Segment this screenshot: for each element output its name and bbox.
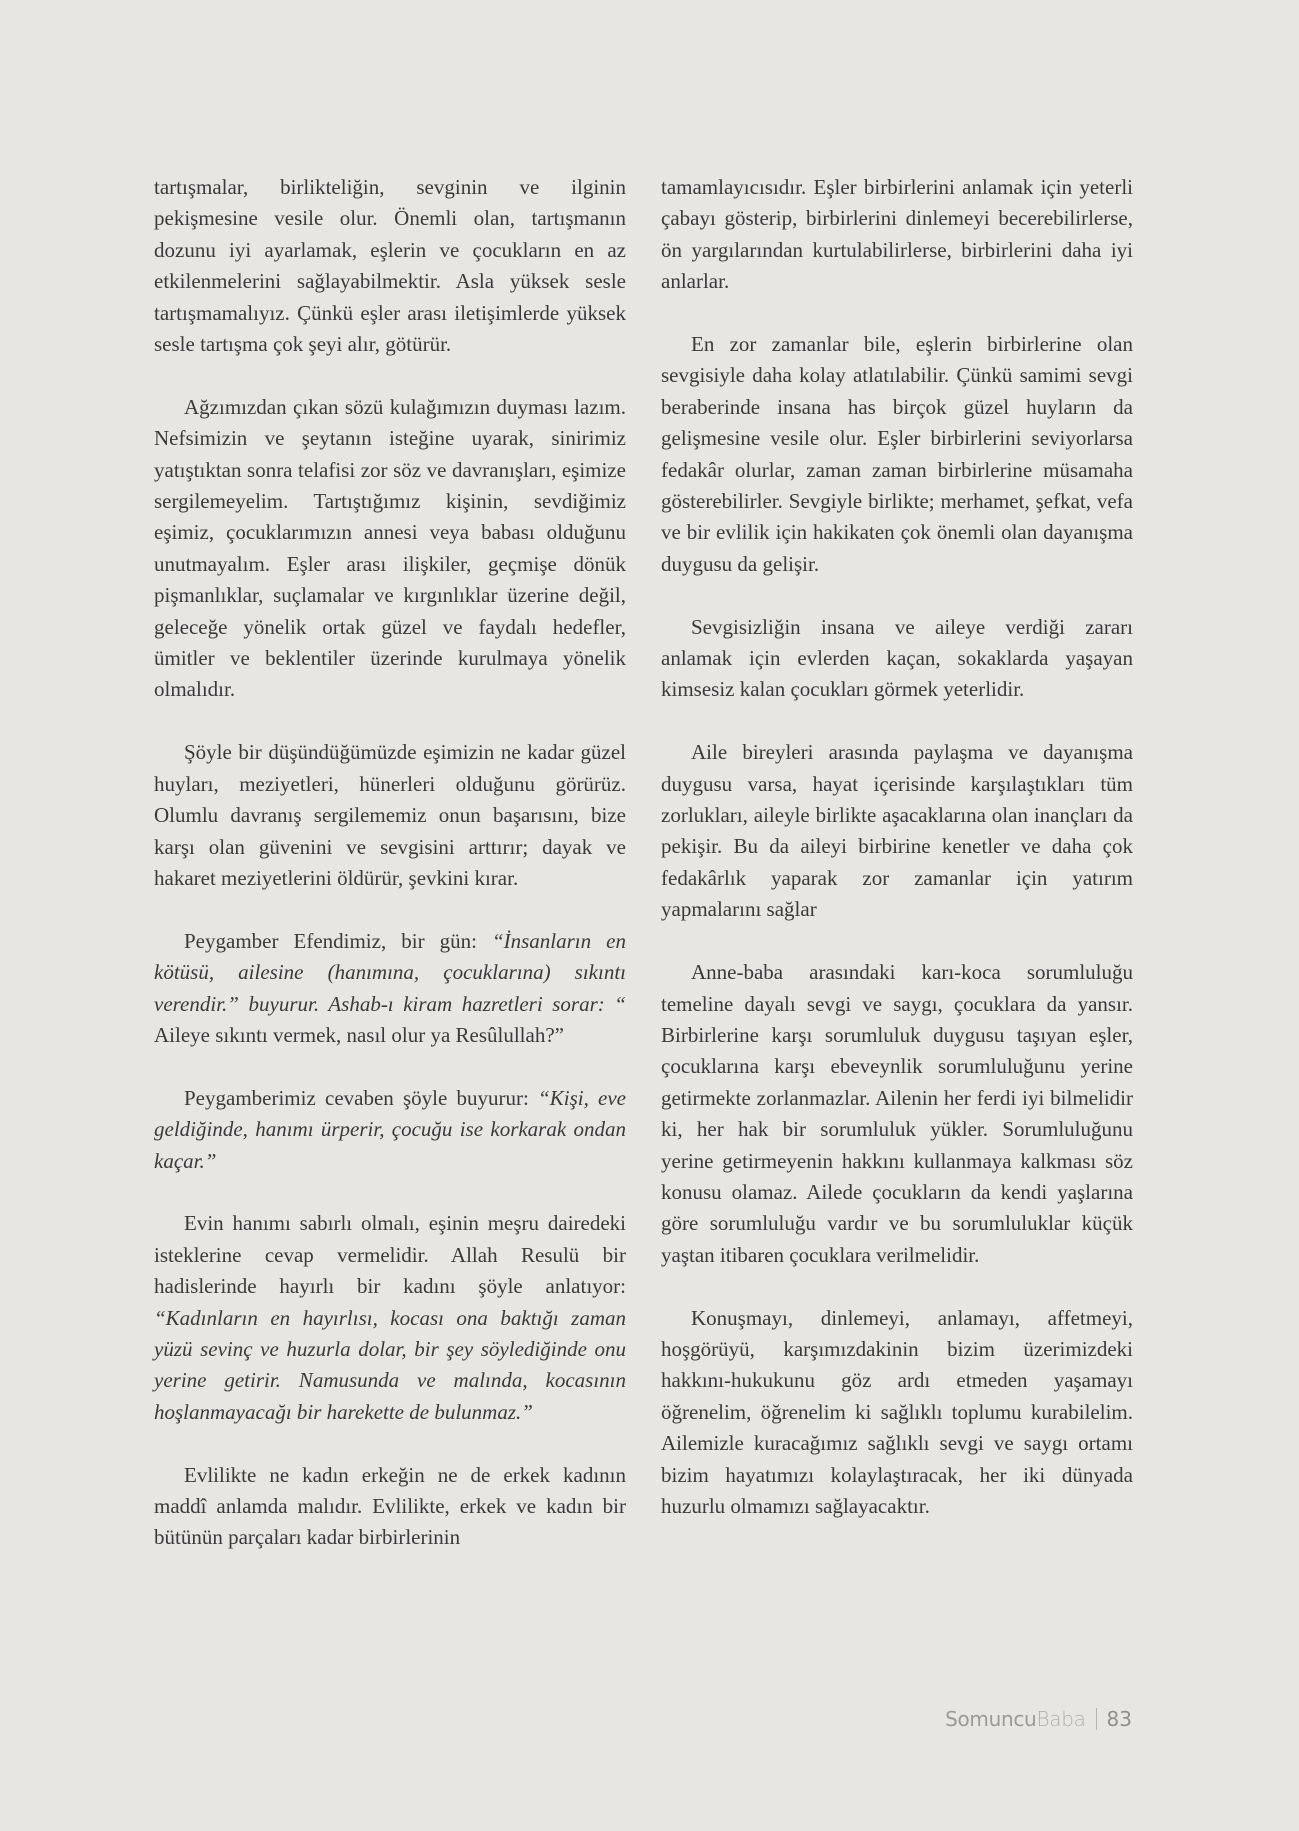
hadith-quote: “Kadınların en hayırlısı, kocası ona baktığı zaman yüzü sevinç ve huzurla dolar, bir şey söylediğinde onu yerine getirir. Namusunda ve malında, kocasının hoşlanmayacağı bir harekette de bulunmaz.”: [154, 1305, 626, 1424]
paragraph-text: Evin hanımı sabırlı olmalı, eşinin meşru dairedeki isteklerine cevap vermelidir. Allah Resulü bir hadislerinde hayırlı bir kadını şöyle anlatıyor:: [154, 1211, 626, 1299]
page-footer: [945, 1705, 1132, 1733]
paragraph: Sevgisizliğin insana ve aileye verdiği zararı anlamak için evlerden kaçan, sokaklarda yaşayan kimsesiz kalan çocukları görmek yeterlidir.: [661, 614, 1133, 702]
paragraph: Aile bireyleri arasında paylaşma ve dayanışma duygusu varsa, hayat içerisinde karşılaştıkları tüm zorlukları, aileyle birlikte aşacaklarına olan inançları da pekişir. Bu da aileyi birbirine kenetler ve daha çok fedakârlık yaparak zor zamanlar için yatırım yapmalarını sağlar: [661, 740, 1133, 922]
magazine-brand: Somuncu: [945, 1707, 1037, 1731]
hadith-quote: “İnsanların en kötüsü, ailesine (hanımına, çocuklarına) sıkıntı verendir.” buyurur. Ashab-ı kiram hazretleri sorar: “: [154, 928, 626, 1016]
paragraph: Konuşmayı, dinlemeyi, anlamayı, affetmeyi, hoşgörüyü, karşımızdakinin bizim üzerimizdeki hakkını-hukukunu göz ardı etmeden yaşamayı öğrenelim, öğrenelim ki sağlıklı toplumu kurabilelim. Ailemizle kuracağımız sağlıklı sevgi ve saygı ortamı bizim hayatımızı kolaylaştıracak, her iki dünyada huzurlu olmamızı sağlayacaktır.: [661, 1305, 1133, 1518]
left-column: [154, 172, 626, 1585]
paragraph: tamamlayıcısıdır. Eşler birbirlerini anlamak için yeterli çabayı gösterip, birbirlerini dinlemeyi becerebilirlerse, ön yargılarından kurtulabilirlerse, birbirlerini daha iyi anlarlar.: [661, 175, 1133, 294]
paragraph: [154, 926, 626, 1052]
footer-divider: [1096, 1708, 1097, 1730]
paragraph: Şöyle bir düşündüğümüzde eşimizin ne kadar güzel huyları, meziyetleri, hünerleri olduğunu görürüz. Olumlu davranış sergilememiz onun başarısını, bize karşı olan güvenini ve sevgisini arttırır; dayak ve hakaret meziyetlerini öldürür, şevkini kırar.: [154, 740, 626, 890]
paragraph: Anne-baba arasındaki karı-koca sorumluluğu temeline dayalı sevgi ve saygı, çocuklara da yansır. Birbirlerine karşı sorumluluk duygusu taşıyan eşler, çocuklarına karşı ebeveynlik sorumluluğunu yerine getirmekte zorlanmazlar. Ailenin her ferdi iyi bilmelidir ki, her hak bir sorumluluk yükler. Sorumluluğunu yerine getirmeyenin hakkını kullanmaya kalkması söz konusu olamaz. Ailede çocukların da kendi yaşlarına göre sorumluluğu vardır ve bu sorumluluklar küçük yaştan itibaren çocuklara verilmelidir.: [661, 960, 1133, 1267]
paragraph-text: Peygamberimiz cevaben şöyle buyurur:: [184, 1085, 539, 1110]
paragraph-text: Aileye sıkıntı vermek, nasıl olur ya Resûlullah?”: [154, 1022, 564, 1047]
paragraph: [154, 1208, 626, 1428]
hadith-quote: “Kişi, eve geldiğinde, hanımı ürperir, çocuğu ise korkarak ondan kaçar.”: [154, 1085, 626, 1173]
paragraph: En zor zamanlar bile, eşlerin birbirlerine olan sevgisiyle daha kolay atlatılabilir. Çünkü samimi sevgi beraberinde insana has birçok güzel huyların da gelişmesine vesile olur. Eşler birbirlerini seviyorlarsa fedakâr olurlar, zaman zaman birbirlerine müsamaha gösterebilirler. Sevgiyle birlikte; merhamet, şefkat, vefa ve bir evlilik için hakikaten çok önemli olan dayanışma duygusu da gelişir.: [661, 332, 1133, 576]
page-number: 83: [1106, 1707, 1132, 1731]
right-column: [661, 172, 1133, 1554]
magazine-brand-suffix: Baba: [1036, 1707, 1086, 1731]
paragraph: [154, 1083, 626, 1177]
paragraph: tartışmalar, birlikteliğin, sevginin ve ilginin pekişmesine vesile olur. Önemli olan, tartışmanın dozunu iyi ayarlamak, eşlerin ve çocukların en az etkilenmelerini sağlayabilmektir. Asla yüksek sesle tartışmamalıyız. Çünkü eşler arası iletişimlerde yüksek sesle tartışma çok şeyi alır, götürür.: [154, 175, 626, 357]
paragraph: Evlilikte ne kadın erkeğin ne de erkek kadının maddî anlamda malıdır. Evlilikte, erkek ve kadın bir bütünün parçaları kadar birbirlerinin: [154, 1462, 626, 1550]
paragraph-text: Peygamber Efendimiz, bir gün:: [184, 928, 492, 953]
paragraph: Ağzımızdan çıkan sözü kulağımızın duyması lazım. Nefsimizin ve şeytanın isteğine uyarak, sinirimiz yatıştıktan sonra telafisi zor söz ve davranışları, eşimize sergilemeyelim. Tartıştığımız kişinin, sevdiğimiz eşimiz, çocuklarımızın annesi veya babası olduğunu unutmayalım. Eşler arası ilişkiler, geçmişe dönük pişmanlıklar, suçlamalar ve kırgınlıklar üzerine değil, geleceğe yönelik ortak güzel ve faydalı hedefler, ümitler ve beklentiler üzerinde kurulmaya yönelik olmalıdır.: [154, 394, 626, 702]
